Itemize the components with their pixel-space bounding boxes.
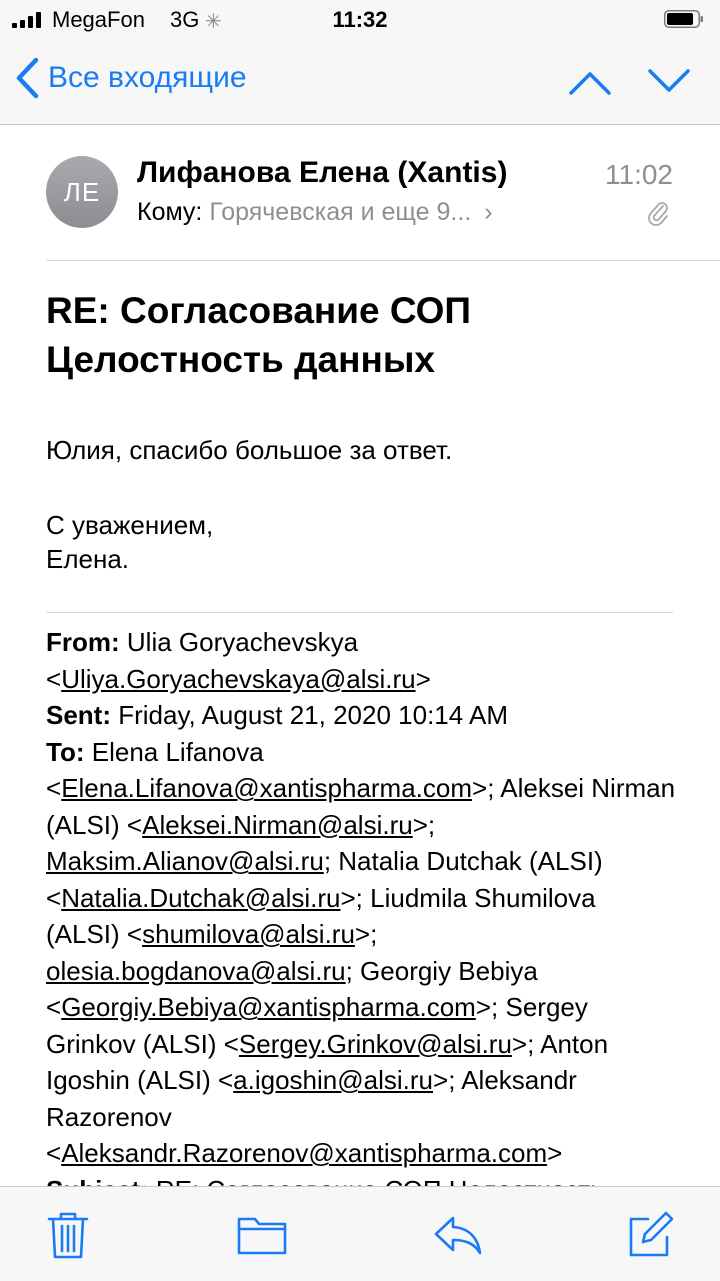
recipient-name: Sergey Grinkov (ALSI) [46, 992, 588, 1059]
from-email-link[interactable]: Uliya.Goryachevskaya@alsi.ru [61, 663, 416, 694]
back-button-label: Все входящие [48, 61, 247, 94]
to-label: Кому: [137, 198, 203, 226]
reply-icon[interactable] [432, 1209, 484, 1261]
recipient-email-link[interactable]: Elena.Lifanova@xantispharma.com [61, 773, 473, 803]
activity-spinner-icon: ✳ [205, 11, 222, 33]
recipient-email-link[interactable]: Natalia.Dutchak@alsi.ru [61, 882, 341, 913]
battery-icon [664, 10, 704, 28]
recipient-name: Elena Lifanova [91, 736, 264, 767]
back-button[interactable] [14, 56, 247, 100]
chevron-right-icon: › [484, 198, 493, 226]
quoted-headers: From: Ulia Goryachevskya <Uliya.Goryachevskaya@alsi.ru> Sent: Friday, August 21, 2020 10:14 AM To: Elena Lifanova <Elena.Lifanova@xantispharma.com>; Aleksei Nirman (ALSI) <Aleksei.Nirman@alsi.ru>; Maksim.Alianov@alsi.ru; Natalia Dutchak (ALSI) <Natalia.Dutchak@alsi.ru>; Liudmila Shumilova (ALSI) <shumilova@alsi.ru>; olesia.bogdanova@alsi.ru; Georgiy Bebiya <Georgiy.Bebiya@xantispharma.com>; Sergey Grinkov (ALSI) <Sergey.Grinkov@alsi.ru>; Anton Igoshin (ALSI) <a.igoshin@alsi.ru>; Aleksandr Razorenov <Aleksandr.Razorenov@xantispharma.com> [46, 624, 676, 1184]
carrier-name: MegaFon [52, 7, 145, 32]
recipient-name: Aleksandr Razorenov [46, 1065, 577, 1132]
body-signature: Елена. [46, 544, 130, 574]
recipient-email-link[interactable]: Sergey.Grinkov@alsi.ru [238, 1028, 512, 1059]
recipient-email-link[interactable]: Aleksei.Nirman@alsi.ru [142, 809, 413, 840]
recipient-email-link[interactable]: a.igoshin@alsi.ru [233, 1065, 433, 1095]
recipient-email-link[interactable]: shumilova@alsi.ru [142, 919, 355, 949]
chevron-down-icon[interactable] [646, 62, 692, 102]
body-greeting: Юлия, спасибо большое за ответ. [46, 435, 453, 465]
chevron-left-icon [14, 56, 40, 100]
trash-icon[interactable] [42, 1209, 94, 1261]
sender-name[interactable]: Лифанова Елена (Xantis) [137, 156, 508, 189]
recipient-email-link[interactable]: olesia.bogdanova@alsi.ru [46, 955, 346, 986]
sent-value: Friday, August 21, 2020 10:14 AM [118, 700, 509, 730]
avatar: ЛЕ [46, 156, 118, 228]
status-bar [0, 0, 720, 40]
header-divider [46, 260, 720, 261]
from-name: Ulia Goryachevskya [126, 627, 359, 657]
folder-icon[interactable] [236, 1209, 288, 1261]
recipient-email-link[interactable]: Maksim.Alianov@alsi.ru [46, 846, 324, 876]
recipient-email-link[interactable]: Georgiy.Bebiya@xantispharma.com [61, 992, 476, 1022]
chevron-up-icon[interactable] [567, 62, 613, 102]
to-label-quoted: To: [46, 736, 85, 767]
bottom-toolbar [0, 1186, 720, 1281]
to-recipients[interactable]: Горячевская и еще 9... [209, 198, 472, 226]
email-subject: RE: Согласование СОП Целостность данных [46, 290, 472, 380]
status-time: 11:32 [332, 7, 388, 32]
body-closing: С уважением, [46, 510, 214, 540]
network-type: 3G [170, 7, 200, 32]
quote-divider [46, 612, 673, 613]
recipient-list: Elena Lifanova <Elena.Lifanova@xantispharma.com>; Aleksei Nirman (ALSI) <Aleksei.Nirman@alsi.ru>; Maksim.Alianov@alsi.ru; Natalia Dutchak (ALSI) <Natalia.Dutchak@alsi.ru>; Liudmila Shumilova (ALSI) <shumilova@alsi.ru>; olesia.bogdanova@alsi.ru; Georgiy Bebiya <Georgiy.Bebiya@xantispharma.com>; Sergey Grinkov (ALSI) <Sergey.Grinkov@alsi.ru>; Anton Igoshin (ALSI) <a.igoshin@alsi.ru>; Aleksandr Razorenov <Aleksandr.Razorenov@xantispharma.com> [46, 736, 676, 1168]
recipient-name: Georgiy Bebiya [360, 955, 538, 986]
recipient-name: Natalia Dutchak (ALSI) [338, 846, 603, 876]
recipients-row[interactable] [137, 198, 493, 227]
navigation-bar [0, 40, 720, 125]
from-label: From: [46, 627, 120, 657]
paperclip-icon [648, 200, 670, 226]
compose-icon[interactable] [624, 1209, 676, 1261]
sent-label: Sent: [46, 700, 111, 730]
recipient-email-link[interactable]: Aleksandr.Razorenov@xantispharma.com [61, 1138, 548, 1168]
recipient-name: Aleksei Nirman (ALSI) [46, 773, 676, 840]
message-time: 11:02 [605, 159, 673, 190]
recipient-name: Anton Igoshin (ALSI) [46, 1028, 609, 1095]
recipient-name: Liudmila Shumilova (ALSI) [46, 882, 596, 949]
